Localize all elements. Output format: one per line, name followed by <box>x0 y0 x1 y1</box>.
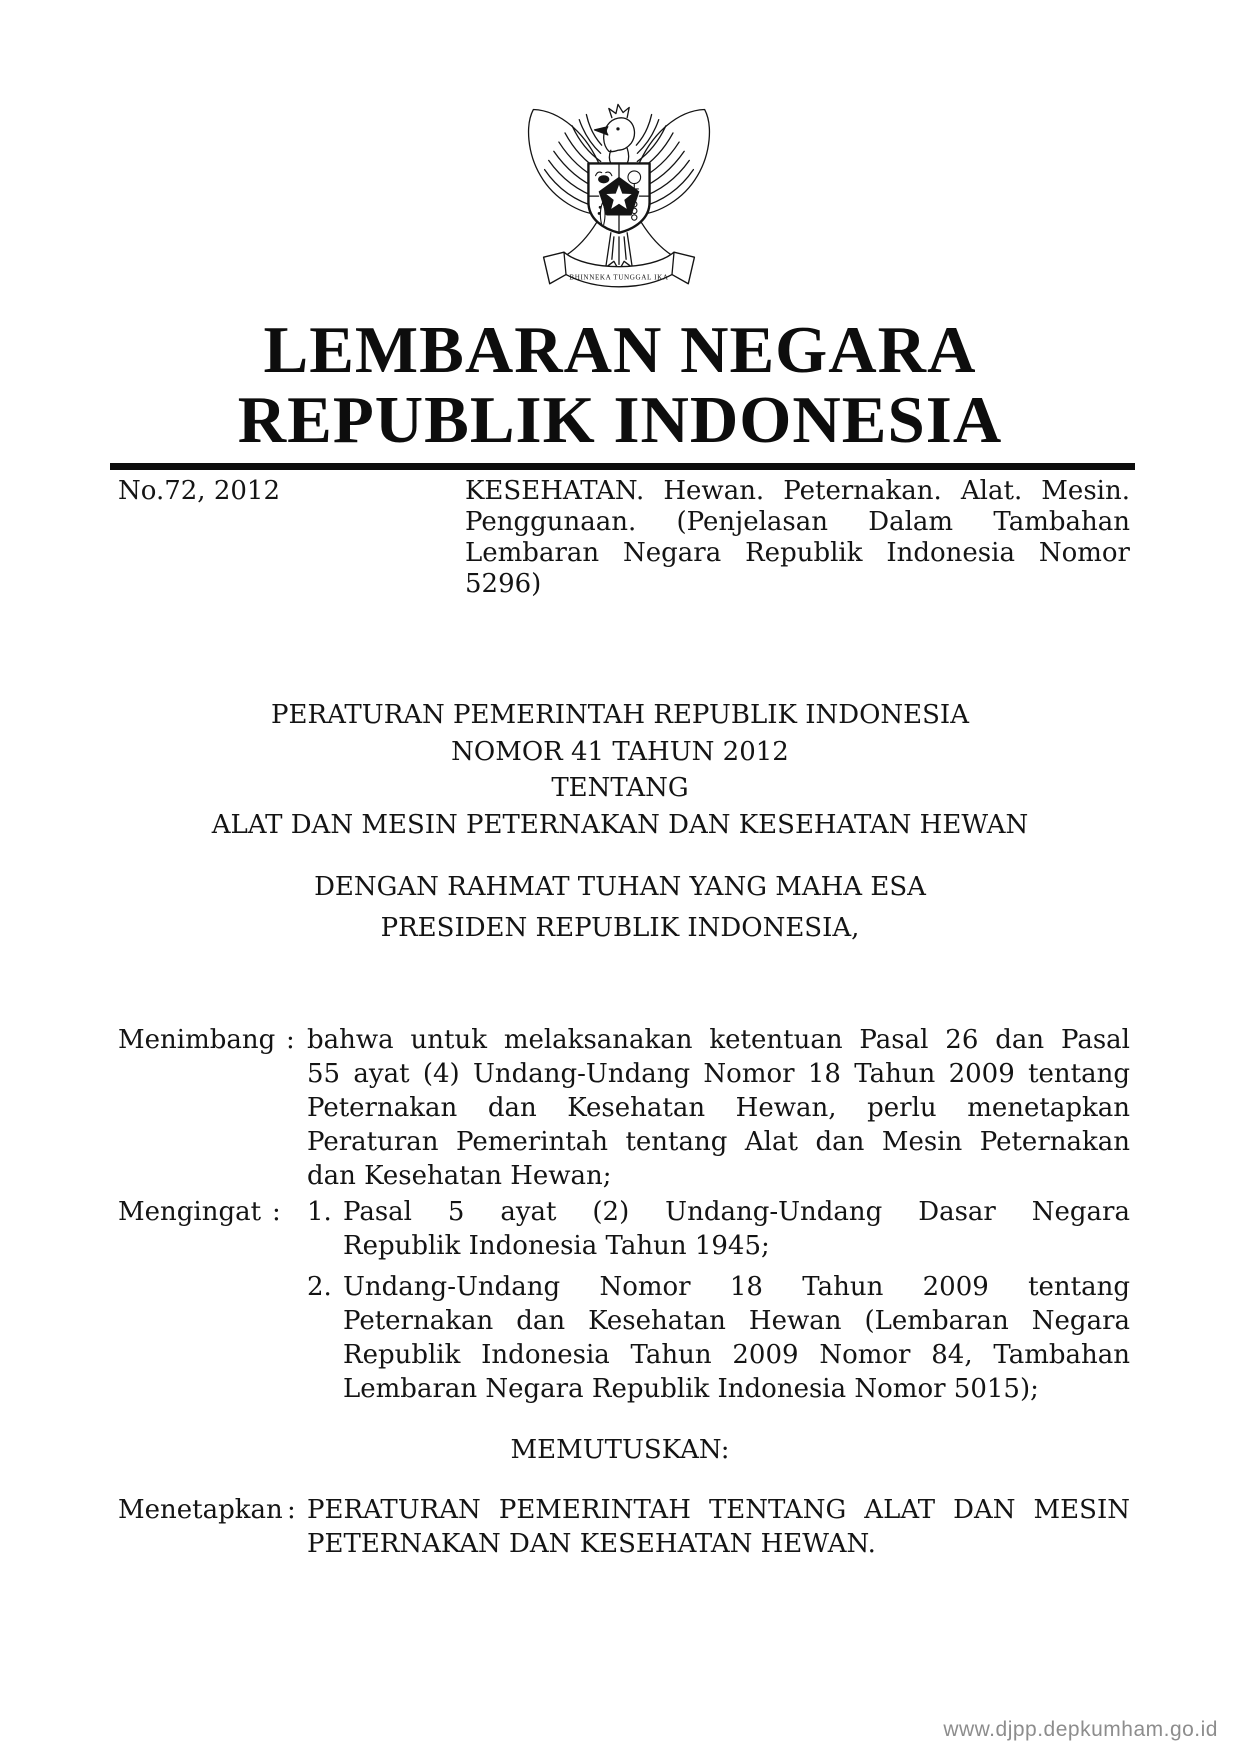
remembering-line: Undang-Undang Nomor 18 Tahun 2009 tentang <box>343 1272 1130 1302</box>
decision-heading: MEMUTUSKAN: <box>510 1435 730 1465</box>
motto-text: BHINNEKA TUNGGAL IKA <box>569 273 669 282</box>
considering-line: 55 ayat (4) Undang-Undang Nomor 18 Tahun 2009 tentang <box>307 1059 1130 1089</box>
remembering-item-1 <box>343 1195 1130 1263</box>
remembering-line: Pasal 5 ayat (2) Undang-Undang Dasar Negara <box>343 1197 1130 1227</box>
subject-line: Lembaran Negara Republik Indonesia Nomor <box>465 538 1130 568</box>
considering-colon: : <box>286 1025 295 1055</box>
enacting-line: PETERNAKAN DAN KESEHATAN HEWAN. <box>307 1529 876 1559</box>
remembering-line: Lembaran Negara Republik Indonesia Nomor 5015); <box>343 1374 1039 1404</box>
considering-paragraph <box>307 1023 1130 1193</box>
enacting-label: Menetapkan <box>118 1495 283 1525</box>
issue-number: No.72, 2012 <box>118 476 280 506</box>
invocation-line: DENGAN RAHMAT TUHAN YANG MAHA ESA <box>314 872 926 902</box>
masthead-rule <box>110 463 1135 470</box>
considering-line: Peternakan dan Kesehatan Hewan, perlu menetapkan <box>307 1093 1130 1123</box>
list-item-number: 1. <box>307 1197 332 1227</box>
masthead-title-line1: LEMBARAN NEGARA <box>263 313 977 387</box>
authority-line: PRESIDEN REPUBLIK INDONESIA, <box>380 913 860 943</box>
enacting-line: PERATURAN PEMERINTAH TENTANG ALAT DAN MESIN <box>307 1495 1130 1525</box>
considering-line: Peraturan Pemerintah tentang Alat dan Mesin Peternakan <box>307 1127 1130 1157</box>
regulation-number: NOMOR 41 TAHUN 2012 <box>451 737 789 767</box>
regulation-title: PERATURAN PEMERINTAH REPUBLIK INDONESIA <box>271 700 969 730</box>
considering-line: dan Kesehatan Hewan; <box>307 1161 612 1191</box>
list-item-number: 2. <box>307 1272 332 1302</box>
issue-subject <box>465 476 1130 600</box>
remembering-item-2 <box>343 1270 1130 1406</box>
subject-line: 5296) <box>465 569 542 599</box>
considering-line: bahwa untuk melaksanakan ketentuan Pasal 26 dan Pasal <box>307 1025 1130 1055</box>
considering-label: Menimbang <box>118 1025 276 1055</box>
enacting-paragraph <box>307 1493 1130 1561</box>
footer-url: www.djpp.depkumham.go.id <box>943 1718 1218 1741</box>
enacting-colon: : <box>287 1495 296 1525</box>
pancasila-shield <box>588 163 649 232</box>
remembering-label: Mengingat <box>118 1197 262 1227</box>
masthead-title-line2: REPUBLIK INDONESIA <box>237 383 1003 457</box>
eagle-head <box>595 104 635 163</box>
regulation-subject: ALAT DAN MESIN PETERNAKAN DAN KESEHATAN HEWAN <box>211 810 1029 840</box>
tentang-heading: TENTANG <box>551 773 689 803</box>
garuda-pancasila-emblem <box>516 84 722 298</box>
remembering-colon: : <box>272 1197 281 1227</box>
remembering-line: Republik Indonesia Tahun 2009 Nomor 84, Tambahan <box>343 1340 1130 1370</box>
remembering-line: Peternakan dan Kesehatan Hewan (Lembaran Negara <box>343 1306 1130 1336</box>
subject-line: KESEHATAN. Hewan. Peternakan. Alat. Mesin. <box>465 476 1130 506</box>
subject-line: Penggunaan. (Penjelasan Dalam Tambahan <box>465 507 1130 537</box>
remembering-line: Republik Indonesia Tahun 1945; <box>343 1231 770 1261</box>
